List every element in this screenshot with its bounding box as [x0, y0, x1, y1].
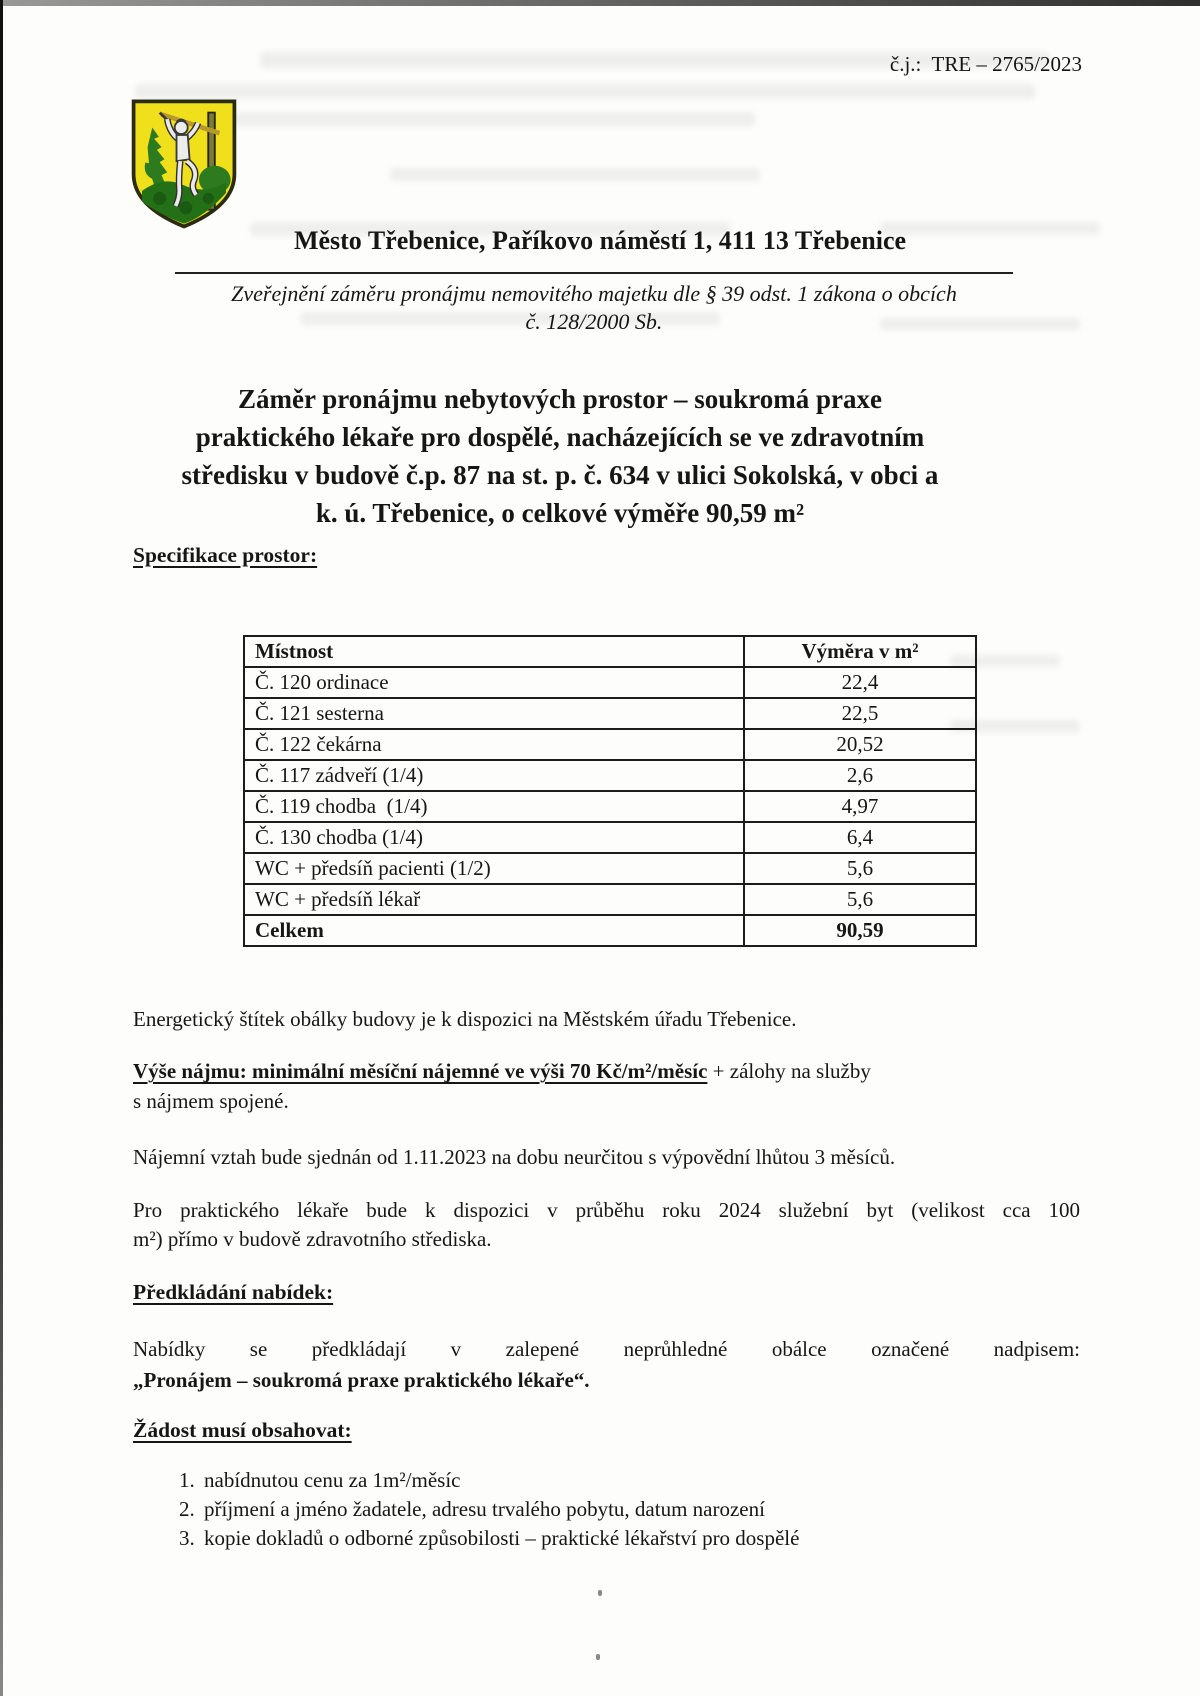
area-cell: 20,52: [744, 729, 976, 760]
publication-subtitle-block: [175, 272, 1013, 336]
table-row: [244, 853, 976, 884]
room-cell: Č. 117 zádveří (1/4): [244, 760, 744, 791]
list-item: 1. nabídnutou cenu za 1m²/měsíc: [200, 1466, 799, 1495]
apartment-paragraph: [133, 1196, 1080, 1254]
requirements-heading: Žádost musí obsahovat:: [133, 1418, 352, 1442]
area-cell: 2,6: [744, 760, 976, 791]
trebenice-coat-of-arms-icon: [128, 92, 240, 234]
specification-heading: Specifikace prostor:: [133, 543, 318, 567]
area-cell: 5,6: [744, 884, 976, 915]
rent-suffix-line2: s nájmem spojené.: [133, 1089, 289, 1113]
table-row: [244, 884, 976, 915]
submission-line2: „Pronájem – soukromá praxe praktického lékaře“.: [133, 1368, 590, 1392]
bleed-through-artifact: [390, 168, 760, 181]
header-divider: [175, 272, 1013, 274]
premises-table: [243, 635, 977, 947]
publication-subtitle-line1: Zveřejnění záměru pronájmu nemovitého majetku dle § 39 odst. 1 zákona o obcích: [231, 281, 957, 306]
reference-number: č.j.: TRE – 2765/2023: [889, 52, 1082, 76]
table-row: [244, 667, 976, 698]
room-cell: WC + předsíň lékař: [244, 884, 744, 915]
publication-subtitle-line2: č. 128/2000 Sb.: [525, 309, 663, 334]
area-cell: 5,6: [744, 853, 976, 884]
area-cell: 4,97: [744, 791, 976, 822]
document-title-line: středisku v budově č.p. 87 na st. p. č. 634 v ulici Sokolská, v obci a: [181, 460, 939, 490]
room-cell: Č. 121 sesterna: [244, 698, 744, 729]
table-row: [244, 760, 976, 791]
rent-paragraph: [133, 1056, 1080, 1116]
bleed-through-artifact: [135, 84, 1035, 99]
list-item: 2. příjmení a jméno žadatele, adresu trvalého pobytu, datum narození: [200, 1495, 799, 1524]
submission-line1: Nabídky se předkládají v zalepené neprůhledné obálce označené nadpisem:: [133, 1337, 1080, 1361]
document-title-line: praktického lékaře pro dospělé, nacházejících se ve zdravotním: [195, 422, 925, 452]
submission-heading: Předkládání nabídek:: [133, 1280, 334, 1304]
area-cell: 6,4: [744, 822, 976, 853]
scan-speck: [596, 1654, 600, 1660]
document-title-line: Záměr pronájmu nebytových prostor – soukromá praxe: [237, 384, 883, 414]
room-cell: Č. 119 chodba (1/4): [244, 791, 744, 822]
table-row: [244, 822, 976, 853]
table-header-row: [244, 636, 976, 667]
column-header-room: Místnost: [244, 636, 744, 667]
room-cell: Č. 122 čekárna: [244, 729, 744, 760]
apartment-line2: m²) přímo v budově zdravotního střediska.: [133, 1227, 492, 1251]
column-header-area: Výměra v m²: [744, 636, 976, 667]
document-title: [80, 380, 1040, 532]
scan-top-edge: [0, 0, 1200, 6]
lease-term-paragraph: Nájemní vztah bude sjednán od 1.11.2023 na dobu neurčitou s výpovědní lhůtou 3 měsíců.: [133, 1145, 896, 1169]
room-cell: WC + předsíň pacienti (1/2): [244, 853, 744, 884]
submission-paragraph: [133, 1334, 1080, 1396]
document-title-line: k. ú. Třebenice, o celkové výměře 90,59 m²: [315, 498, 805, 528]
municipality-header: Město Třebenice, Paříkovo náměstí 1, 411 13 Třebenice: [293, 226, 907, 255]
scan-speck: [598, 1590, 602, 1596]
total-value-cell: 90,59: [744, 915, 976, 946]
rent-suffix-line1: + zálohy na služby: [707, 1059, 871, 1083]
list-item: 3. kopie dokladů o odborné způsobilosti – praktické lékařství pro dospělé: [200, 1524, 799, 1553]
table-row: [244, 698, 976, 729]
apartment-line1: Pro praktického lékaře bude k dispozici v průběhu roku 2024 služební byt (velikost cca 100: [133, 1198, 1080, 1222]
room-cell: Č. 130 chodba (1/4): [244, 822, 744, 853]
rent-highlight: Výše nájmu: minimální měsíční nájemné ve výši 70 Kč/m²/měsíc: [133, 1059, 708, 1083]
table-row: [244, 791, 976, 822]
table-total-row: [244, 915, 976, 946]
total-label-cell: Celkem: [244, 915, 744, 946]
area-cell: 22,5: [744, 698, 976, 729]
energy-label-note: Energetický štítek obálky budovy je k dispozici na Městském úřadu Třebenice.: [133, 1007, 797, 1031]
table-row: [244, 729, 976, 760]
area-cell: 22,4: [744, 667, 976, 698]
requirements-list: [160, 1466, 799, 1553]
room-cell: Č. 120 ordinace: [244, 667, 744, 698]
